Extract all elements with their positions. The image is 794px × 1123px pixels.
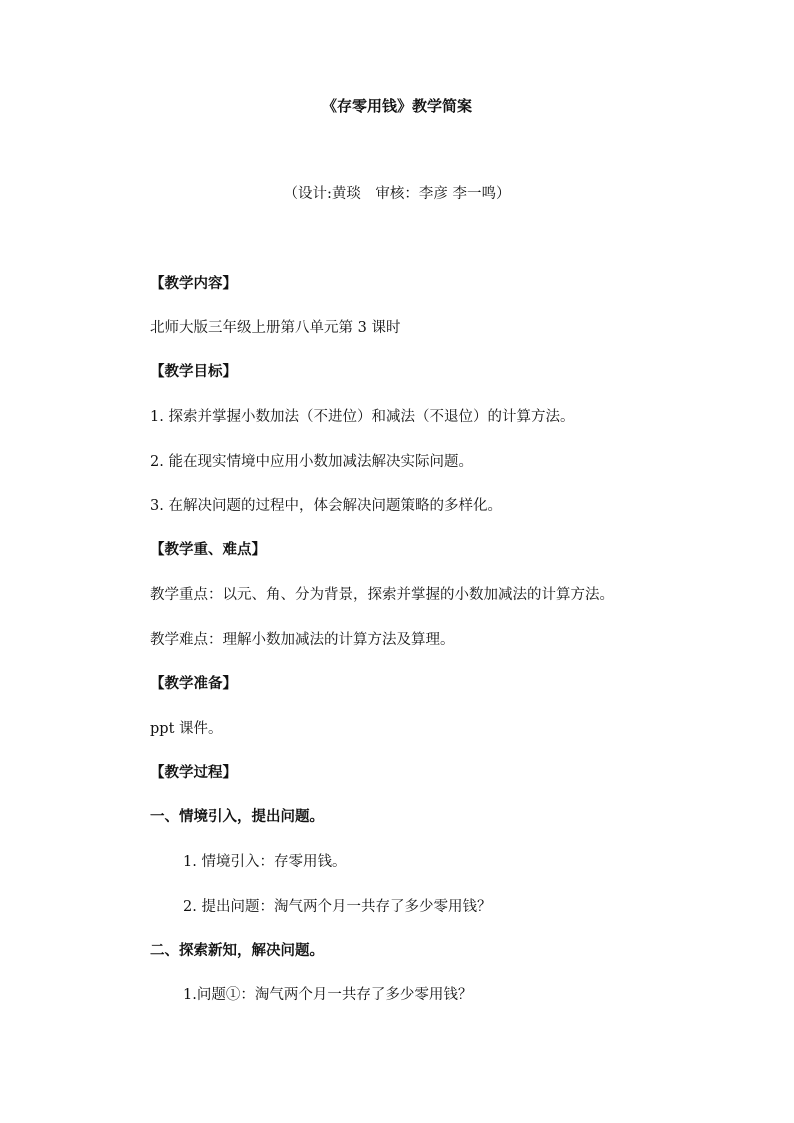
document-credits: （设计:黄琰 审核：李彦 李一鸣） (283, 186, 511, 202)
section-heading-process: 【教学过程】 (150, 764, 237, 781)
part2-item: 1.问题①：淘气两个月一共存了多少零用钱？ (183, 987, 473, 1003)
part1-item: 1. 情境引入：存零用钱。 (183, 854, 347, 870)
part2-heading: 二、探索新知，解决问题。 (150, 942, 324, 959)
section-heading-content: 【教学内容】 (150, 275, 237, 292)
prep-text: ppt 课件。 (150, 721, 223, 737)
section-heading-goals: 【教学目标】 (150, 363, 237, 380)
section-heading-keypoints: 【教学重、难点】 (150, 541, 266, 558)
goal-item: 1. 探索并掌握小数加法（不进位）和减法（不退位）的计算方法。 (150, 409, 575, 425)
difficulty-text: 教学难点：理解小数加减法的计算方法及算理。 (150, 632, 455, 648)
goal-item: 3. 在解决问题的过程中，体会解决问题策略的多样化。 (150, 498, 502, 514)
section-heading-prep: 【教学准备】 (150, 675, 237, 692)
part1-heading: 一、情境引入，提出问题。 (150, 808, 324, 825)
keypoint-text: 教学重点：以元、角、分为背景，探索并掌握的小数加减法的计算方法。 (150, 587, 614, 603)
content-text: 北师大版三年级上册第八单元第 3 课时 (150, 320, 401, 336)
part1-item: 2. 提出问题：淘气两个月一共存了多少零用钱？ (183, 899, 492, 915)
document-title: 《存零用钱》教学简案 (321, 97, 472, 115)
goal-item: 2. 能在现实情境中应用小数加减法解决实际问题。 (150, 454, 473, 470)
